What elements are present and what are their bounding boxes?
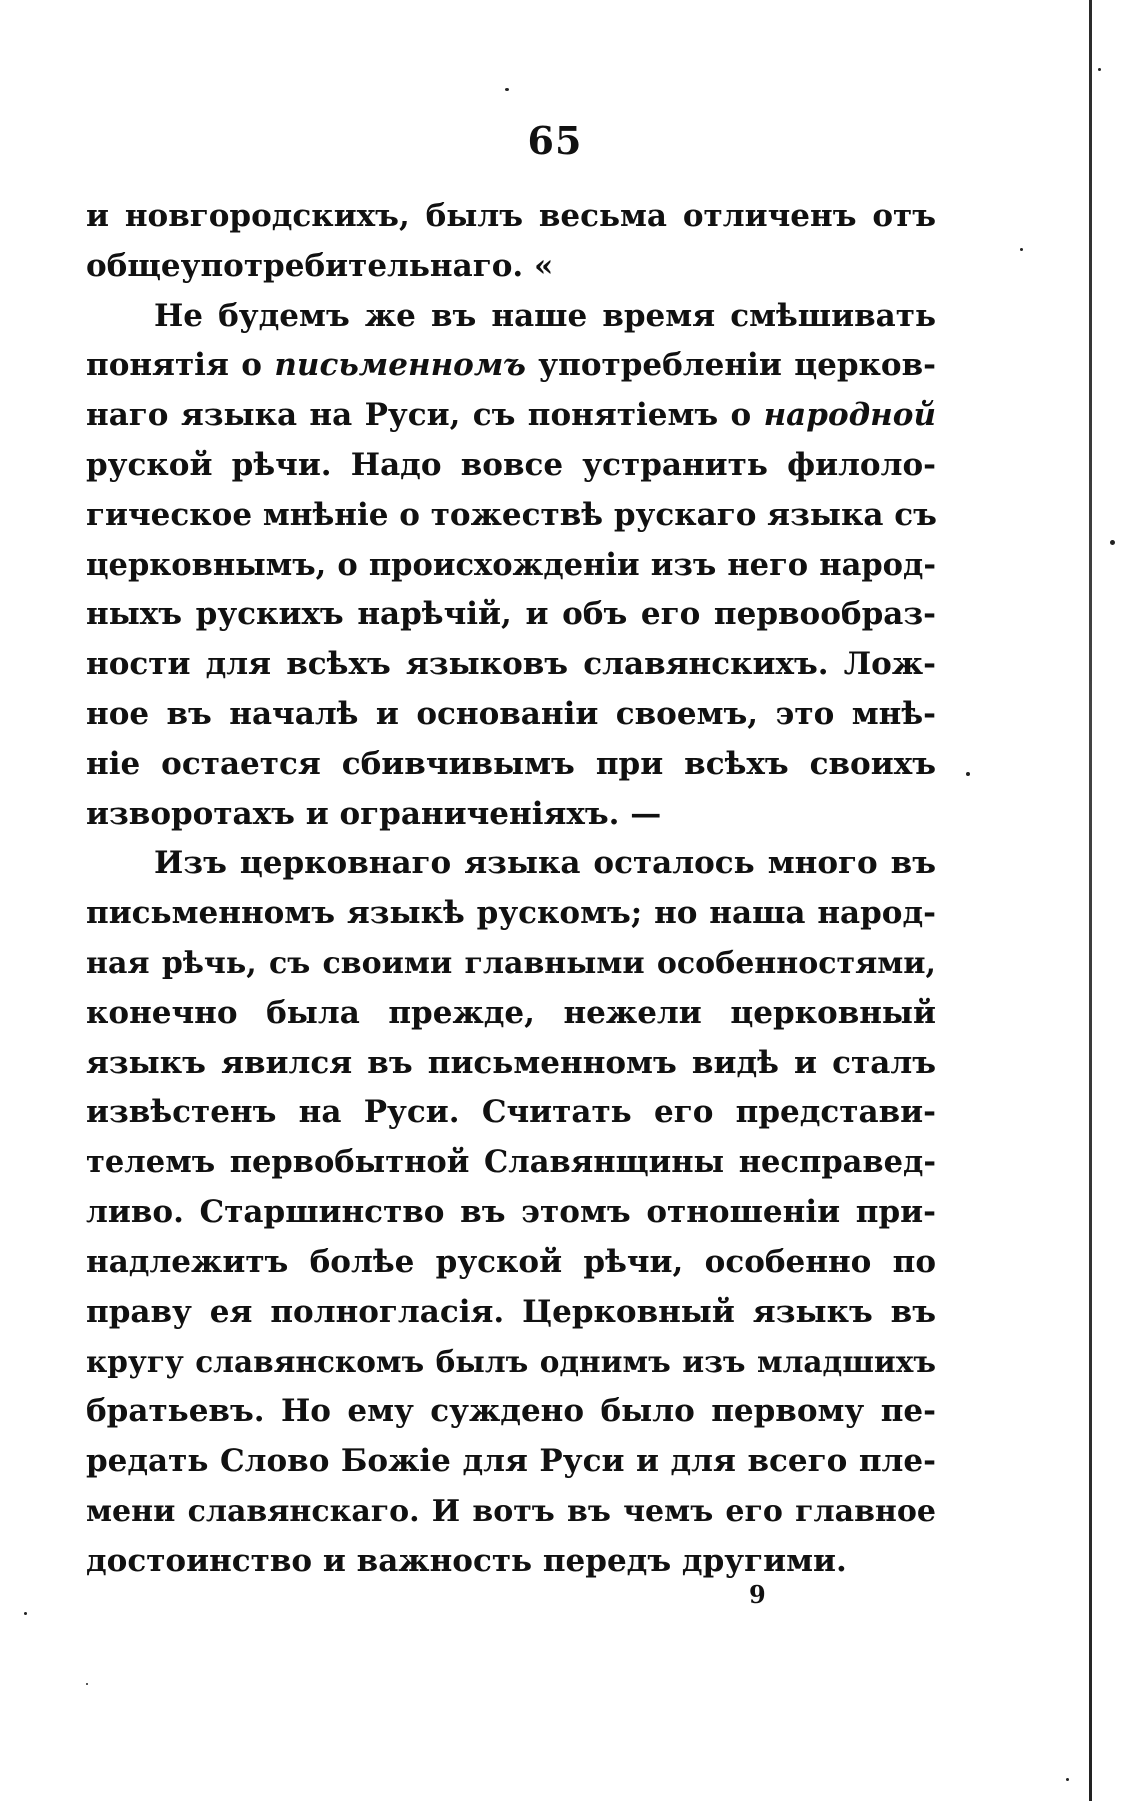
text-segment: ная рѣчь, съ своими главными особенностями,	[86, 945, 936, 981]
body-text	[86, 192, 936, 1586]
text-segment: надлежитъ болѣе руской рѣчи, особенно по	[86, 1243, 936, 1280]
text-segment: языкъ явился въ письменномъ видѣ и сталъ	[86, 1044, 936, 1081]
page-edge-shadow	[1089, 0, 1092, 1801]
text-line	[86, 1337, 936, 1387]
text-segment: редать Слово Божіе для Руси и для всего пле-	[86, 1442, 936, 1479]
text-segment: ніе остается сбивчивымъ при всѣхъ своихъ	[86, 745, 936, 782]
text-segment: руской рѣчи. Надо вовсе устранить филоло-	[86, 446, 936, 483]
page-number: 65	[527, 118, 583, 163]
text-line	[86, 1487, 936, 1537]
scan-speck	[1020, 248, 1023, 251]
text-line	[86, 939, 936, 989]
text-line	[86, 391, 936, 441]
text-segment: братьевъ. Но ему суждено было первому пе-	[86, 1393, 936, 1430]
scan-speck	[86, 1683, 88, 1685]
text-segment: достоинство и важность передъ другими.	[86, 1542, 847, 1579]
text-line	[86, 690, 936, 740]
text-segment: понятія о	[86, 347, 275, 384]
text-line	[86, 441, 936, 491]
text-segment: извѣстенъ на Руси. Считать его представи-	[86, 1094, 936, 1131]
scan-speck	[1066, 1778, 1069, 1781]
text-segment: и новгородскихъ, былъ весьма отличенъ отъ	[86, 198, 936, 234]
scan-speck	[505, 88, 509, 91]
text-segment: церковнымъ, о происхожденіи изъ него народ-	[86, 546, 936, 583]
italic-text-segment: письменномъ	[274, 347, 526, 384]
text-segment: употребленіи церков-	[525, 347, 937, 384]
signature-mark: 9	[749, 1580, 766, 1609]
text-line	[86, 989, 936, 1039]
text-line	[86, 1537, 936, 1587]
text-segment: ныхъ рускихъ нарѣчій, и объ его первообраз-	[86, 596, 936, 633]
text-segment: праву ея полногласія. Церковный языкъ въ	[86, 1293, 936, 1330]
text-segment: общеупотребительнаго. «	[86, 247, 554, 284]
scan-speck	[24, 1612, 27, 1615]
text-line	[86, 1039, 936, 1089]
text-line	[86, 341, 936, 391]
text-line	[86, 292, 936, 342]
scan-speck	[1098, 68, 1101, 71]
scan-speck	[966, 772, 970, 776]
text-line	[86, 242, 936, 292]
text-segment: наго языка на Руси, съ понятіемъ о	[86, 397, 764, 434]
scan-speck	[1110, 540, 1115, 545]
text-line	[86, 1387, 936, 1437]
text-segment: ное въ началѣ и основаніи своемъ, это мнѣ-	[86, 695, 936, 732]
text-line	[86, 491, 936, 541]
text-line	[86, 1188, 936, 1238]
text-line	[86, 192, 936, 242]
text-segment: ности для всѣхъ языковъ славянскихъ. Лож-	[86, 646, 936, 683]
text-line	[86, 541, 936, 591]
text-segment: телемъ первобытной Славянщины несправед-	[86, 1144, 936, 1181]
text-segment: Не будемъ же въ наше время смѣшивать	[154, 297, 936, 334]
text-segment: мени славянскаго. И вотъ въ чемъ его главное	[86, 1493, 936, 1529]
text-line	[86, 1437, 936, 1487]
text-line	[86, 640, 936, 690]
text-segment: Изъ церковнаго языка осталось много въ	[154, 845, 936, 882]
text-line	[86, 1138, 936, 1188]
text-segment: кругу славянскомъ былъ однимъ изъ младшихъ	[86, 1344, 936, 1380]
text-line	[86, 889, 936, 939]
text-line	[86, 839, 936, 889]
text-line	[86, 790, 936, 840]
text-line	[86, 590, 936, 640]
text-segment: письменномъ языкѣ рускомъ; но наша народ-	[86, 895, 936, 932]
text-segment: конечно была прежде, нежели церковный	[86, 994, 936, 1031]
text-segment: ливо. Старшинство въ этомъ отношеніи при-	[86, 1193, 936, 1230]
text-line	[86, 1238, 936, 1288]
text-line	[86, 1288, 936, 1338]
text-segment: изворотахъ и ограниченіяхъ. —	[86, 795, 662, 832]
text-segment: гическое мнѣніе о тожествѣ рускаго языка съ	[86, 496, 937, 533]
text-line	[86, 740, 936, 790]
text-line	[86, 1088, 936, 1138]
italic-text-segment: народной	[763, 397, 936, 434]
